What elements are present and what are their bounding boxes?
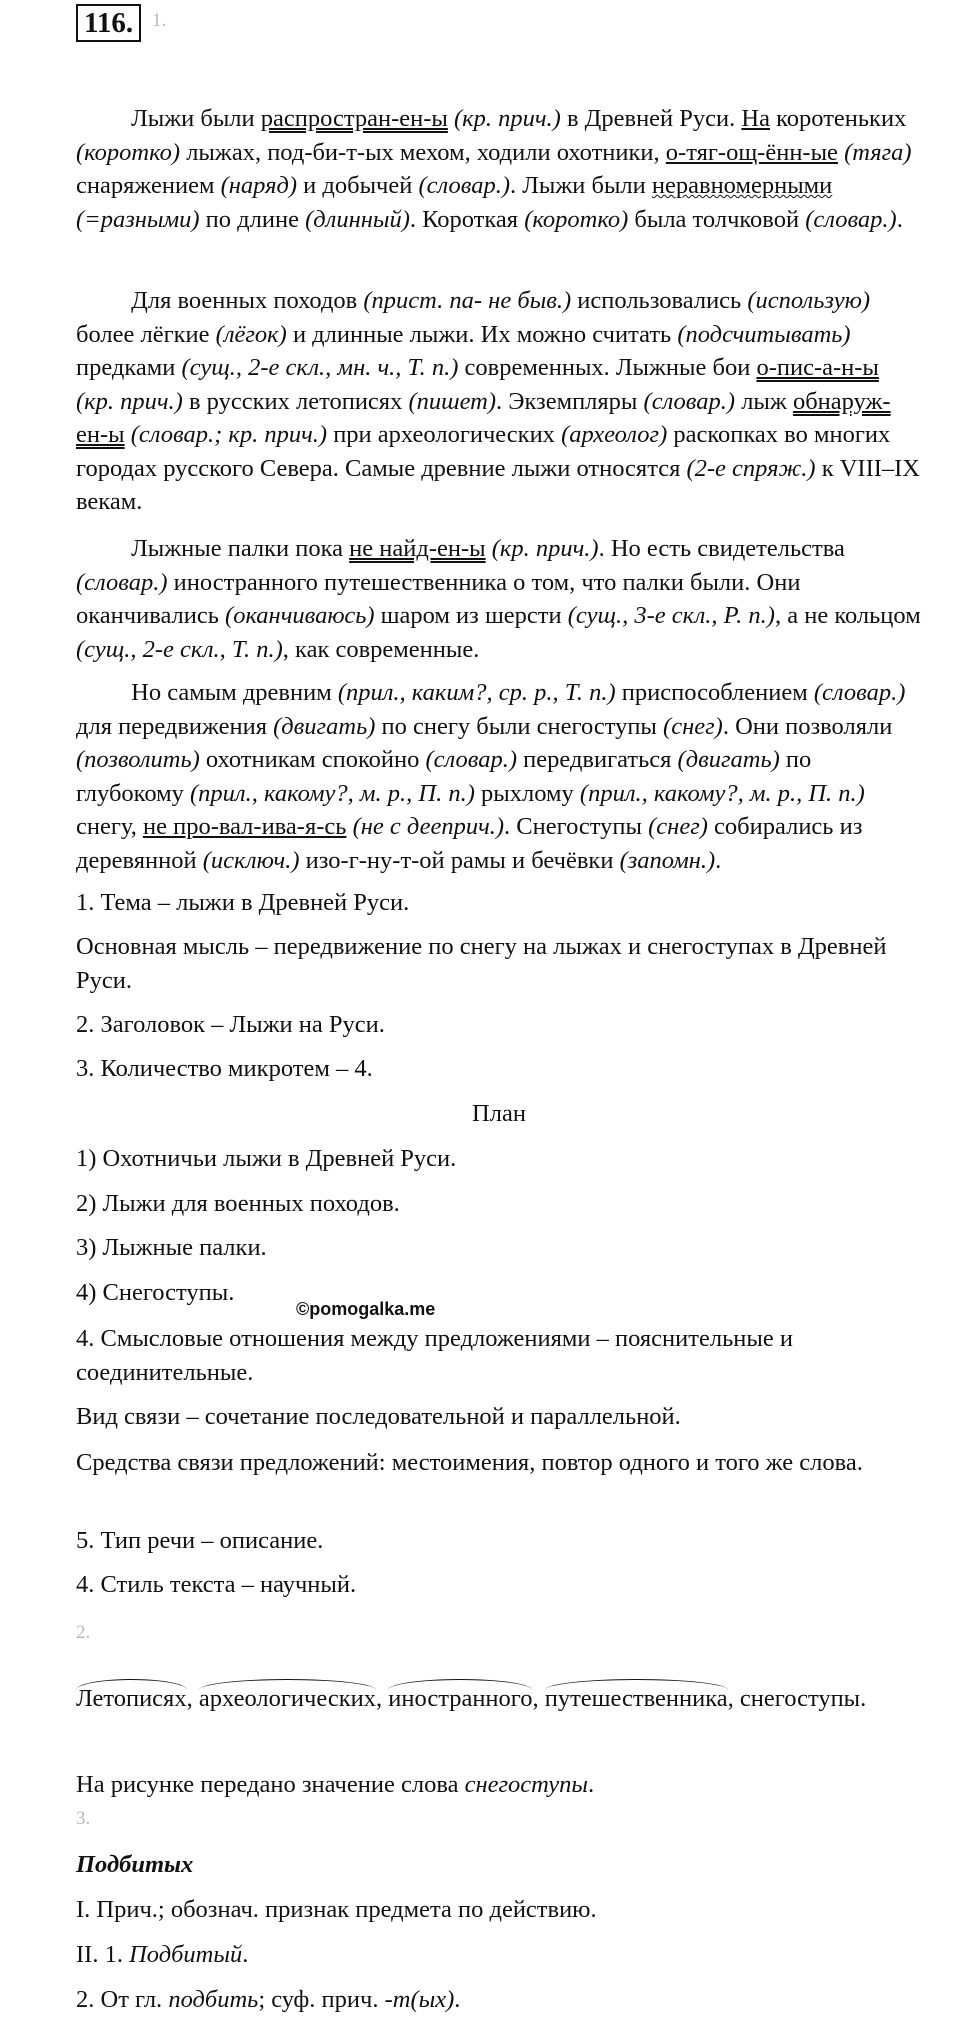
plan-item-3: 3) Лыжные палки. — [76, 1234, 267, 1261]
answer-microthemes: 3. Количество микротем – 4. — [76, 1055, 373, 1082]
plan-item-2: 2) Лыжи для военных походов. — [76, 1190, 400, 1217]
section3-heading: Подбитых — [76, 1851, 194, 1878]
word-snegostupy: снегоступы. — [739, 1685, 867, 1712]
answer-connection: Вид связи – сочетание последовательной и параллельной. — [76, 1403, 681, 1430]
section3-line2: II. 1. Подбитый. — [76, 1941, 249, 1968]
section2-picture-note: На рисунке передано значение слова снегоступы. — [76, 1771, 595, 1798]
plan-item-1: 1) Охотничьи лыжи в Древней Руси. — [76, 1145, 457, 1172]
section3-line1: I. Прич.; обознач. признак предмета по действию. — [76, 1896, 597, 1923]
section-2-label: 2. — [76, 1622, 91, 1643]
watermark: ©pomogalka.me — [296, 1299, 436, 1319]
word-arheologicheskih: археологических — [198, 1685, 376, 1712]
paragraph-4: Но самым древним (прил., каким?, ср. р., Т. п.) приспособлением (словар.) для передвижения (двигать) по снегу были снегоступы (снег). Они позволяли (позволить) охотникам спокойно (словар.) передвигаться (двигать) по глубокому (прил., какому?, м. р., П. п.) рыхлому (прил., какому?, м. р., П. п.) снегу, не про-вал-ива-я-сь (не с дееприч.). Снегоступы (снег) собирались из деревянной (исключ.) изо-г-ну-т-ой рамы и бечёвки (запомн.). — [76, 679, 906, 874]
answer-speech-type: 5. Тип речи – описание. — [76, 1527, 324, 1554]
section-1-label: 1. — [152, 10, 167, 31]
answer-title: 2. Заголовок – Лыжи на Руси. — [76, 1011, 385, 1038]
answer-theme: 1. Тема – лыжи в Древней Руси. — [76, 889, 410, 916]
section3-line3: 2. От гл. подбить; суф. прич. -т(ых). — [76, 1986, 461, 2013]
answer-main-idea — [76, 930, 922, 997]
section2-words: Летописях, археологических, иностранного, путешественника, снегоступы. — [76, 1685, 867, 1712]
answer-means: Средства связи предложений: местоимения, повтор одного и того же слова. — [76, 1449, 863, 1476]
answer-relations: 4. Смысловые отношения между предложениями – пояснительные и соединительные. — [76, 1325, 793, 1386]
answer-style: 4. Стиль текста – научный. — [76, 1571, 357, 1598]
word-letopisyah: Летописях — [76, 1685, 187, 1712]
main-idea-text: Основная мысль – передвижение по снегу на лыжах и снегоступах в Древней Руси. — [76, 933, 887, 994]
paragraph-3: Лыжные палки пока не найд-ен-ы (кр. прич.). Но есть свидетельства (словар.) иностранного путешественника о том, что палки были. Они оканчивались (оканчиваюсь) шаром из шерсти (сущ., 3-е скл., Р. п.), а не кольцом (сущ., 2-е скл., Т. п.), как современные. — [76, 535, 921, 663]
plan-item-4: 4) Снегоступы. — [76, 1279, 235, 1306]
exercise-number: 116. — [76, 4, 141, 42]
paragraph-2: Для военных походов (прист. па- не быв.) использовались (использую) более лёгкие (лёгок) и длинные лыжи. Их можно считать (подсчитывать) предками (сущ., 2-е скл., мн. ч., Т. п.) современных. Лыжные бои о-пис-а-н-ы (кр. прич.) в русских летописях (пишет). Экземпляры (словар.) лыж обнаруж-ен-ы (словар.; кр. прич.) при археологических (археолог) раскопках во многих городах русского Севера. Самые древние лыжи относятся (2-е спряж.) к VIII–IX векам. — [76, 287, 920, 515]
paragraph-1: Лыжи были распростран-ен-ы (кр. прич.) в Древней Руси. На коротеньких (коротко) лыжах, под-би-т-ых мехом, ходили охотники, о-тяг-ощ-ённ-ые (тяга) снаряжением (наряд) и добычей (словар.). Лыжи были неравномерными (=разными) по длине (длинный). Короткая (коротко) была толчковой (словар.). — [76, 105, 912, 233]
plan-heading: План — [472, 1100, 526, 1127]
word-puteshestvennika: путешественника — [544, 1685, 728, 1712]
word-inostrannogo: иностранного — [388, 1685, 533, 1712]
section-3-label: 3. — [76, 1808, 91, 1829]
